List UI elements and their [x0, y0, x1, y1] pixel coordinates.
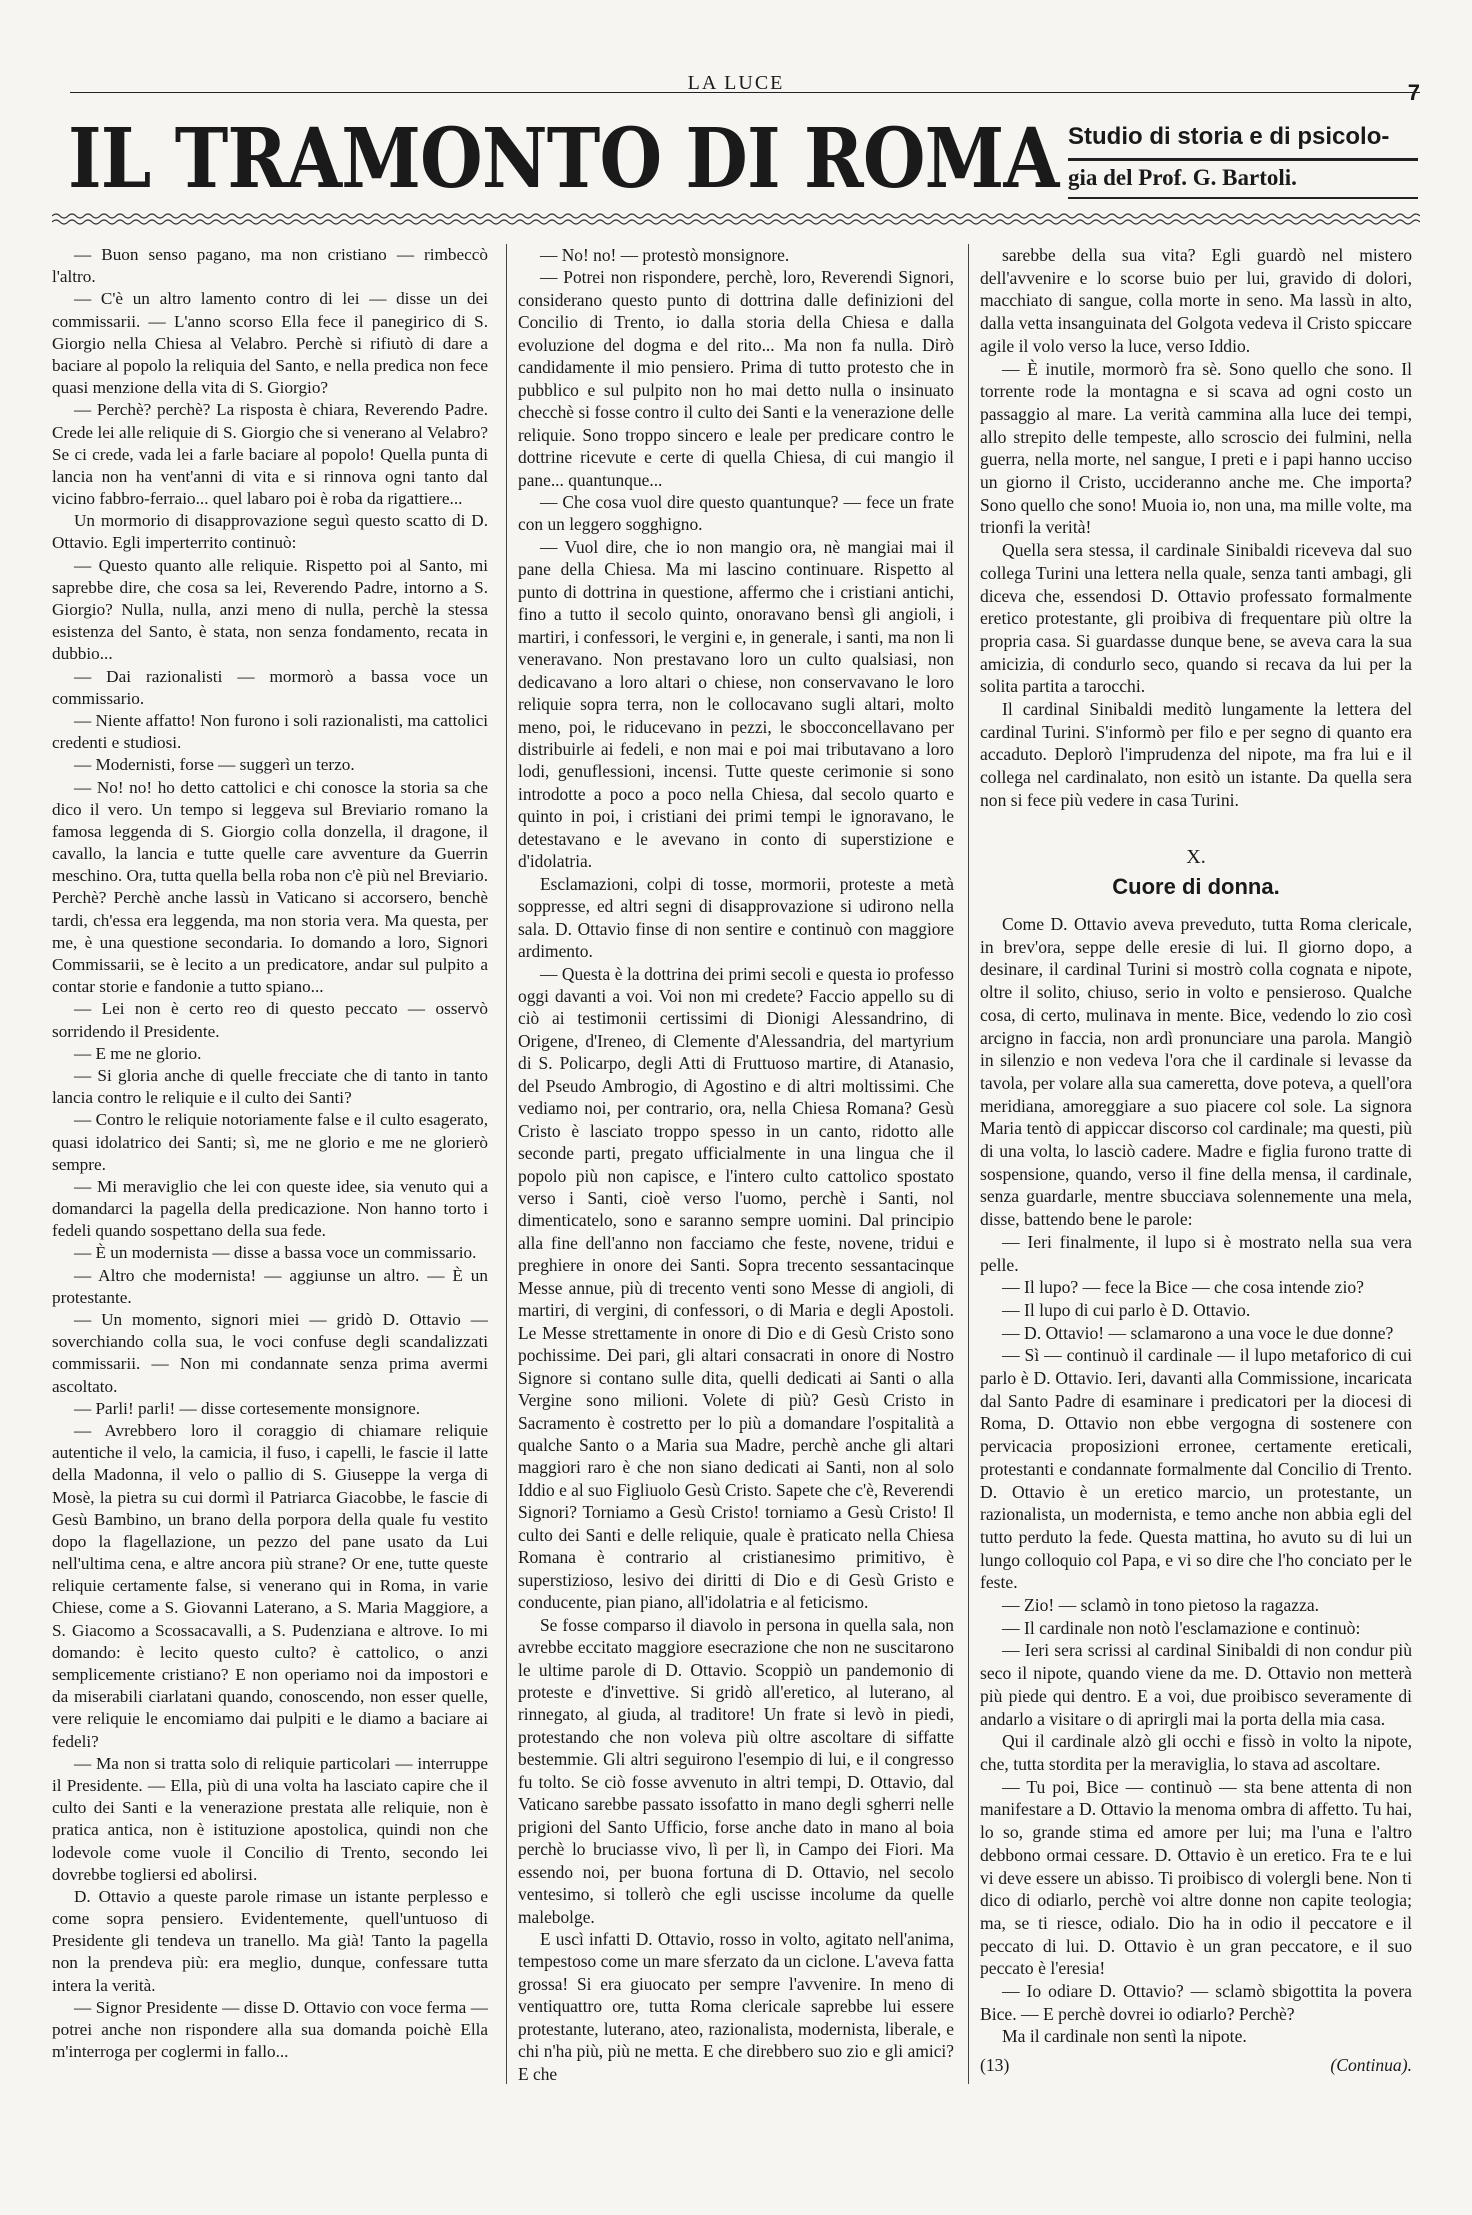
paragraph: — Parli! parli! — disse cortesemente monsignore.	[74, 1398, 421, 1418]
page-number: 7	[1407, 80, 1420, 105]
paragraph: Come D. Ottavio aveva preveduto, tutta Roma clericale, in brev'ora, seppe delle eresie di lui. Il giorno dopo, a desinare, il cardinal Turini si mostrò colla cognata e nipote, oltre il solito, chiuso, serio in volto e pensieroso. Qualche cosa, di certo, mulinava in mente. Bice, vedendo lo zio così arcigno in faccia, non ardì pronunciare una parola. Mangiò in silenzio e non vedeva l'ora che il cardinale si levasse da tavola, per volare alla sua cameretta, dove poteva, a quell'ora meridiana, amoreggiare a suo piacere col sole. La signora Maria tentò di appiccar discorso col cardinale; ma questi, più di una volta, lo lasciò cadere. Madre e figlia furono tratte di sospensione, quando, verso il fine della mensa, il cardinale, senza guardarle, mentre sbucciava solennemente una mela, disse, battendo bene le parole:	[980, 913, 1412, 1230]
paragraph: — Altro che modernista! — aggiunse un altro. — È un protestante.	[52, 1265, 488, 1307]
paragraph: — Il cardinale non notò l'esclamazione e continuò:	[1002, 1617, 1361, 1638]
subtitle-line-2: gia del Prof. G. Bartoli.	[1068, 165, 1297, 190]
paragraph: — Niente affatto! Non furono i soli razionalisti, ma cattolici credenti e studiosi.	[52, 710, 488, 753]
paragraph: — Io odiare D. Ottavio? — sclamò sbigottita la povera Bice. — E perchè dovrei io odiarlo? Perchè?	[980, 1981, 1412, 2024]
paragraph: D. Ottavio a queste parole rimase un istante perplesso e come sopra pensiero. Evidentemente, quell'untuoso di Presidente gli tendeva un tranello. Ma già! Tanto la pagella non la prendeva più: era meglio, dunque, confessare tutta intera la verità.	[52, 1886, 488, 1995]
subtitle-rule	[1068, 197, 1418, 199]
paragraph: — Ieri finalmente, il lupo si è mostrato nella sua vera pelle.	[980, 1231, 1412, 1275]
paragraph: Se fosse comparso il diavolo in persona in quella sala, non avrebbe eccitato maggiore esecrazione che non ne suscitarono le ultime parole di D. Ottavio. Scoppiò un pandemonio di proteste e d'invettive. Si gridò all'eretico, al luterano, al rinnegato, al giuda, al traditore! Un frate si levò in piedi, protestando che non voleva più oltre ascoltare di siffatte bestemmie. Gli altri seguirono l'esempio di lui, e il congresso fu tolto. Se ciò fosse avvenuto in altri tempi, D. Ottavio, dal Vaticano sarebbe passato issofatto in mano degli sgherri nelle prigioni del Santo Ufficio, forse anche dato in mano al boia perchè lo bruciasse vivo, lì per lì, in Campo dei Fiori. Ma essendo noi, per buona fortuna di D. Ottavio, nel secolo ventesimo, si tollerò che egli uscisse incolume da quelle malebolge.	[518, 1614, 954, 1927]
paragraph: — È un modernista — disse a bassa voce un commissario.	[74, 1243, 477, 1263]
paragraph: — È inutile, mormorò fra sè. Sono quello che sono. Il torrente rode la montagna e si scava ad ogni costo un passaggio al mare. La verità cammina alla luce dei tempi, allo strepito delle tempeste, allo scroscio dei fulmini, nella guerra, nella morte, nel sangue, I preti e i papi hanno ucciso un giorno il Cristo, uccideranno anche me. Che importa? Sono quello che sono! Muoia io, non una, ma mille volte, ma trionfi la verità!	[980, 358, 1412, 538]
header-rule	[70, 92, 1420, 93]
paragraph: — No! no! — protestò monsignore.	[540, 245, 790, 265]
paragraph: — Mi meraviglio che lei con queste idee, sia venuto qui a domandarci la pagella della predicazione. Non hanno torto i fedeli quando sospettano della sua fede.	[52, 1176, 488, 1241]
paragraph: Il cardinal Sinibaldi meditò lungamente la lettera del cardinal Turini. S'informò per filo e per segno di quanto era accaduto. Deplorò l'imprudenza del nipote, ma fra lui e il collega nel cardinalato, non esitò un istante. Da quella sera non si fece più vedere in casa Turini.	[980, 699, 1412, 810]
paragraph: — Signor Presidente — disse D. Ottavio con voce ferma — potrei anche non rispondere alla sua domanda poichè Ella m'interroga per coglermi in fallo...	[52, 1997, 488, 2062]
paragraph: Un mormorio di disapprovazione seguì questo scatto di D. Ottavio. Egli imperterrito continuò:	[52, 511, 488, 553]
installment-number: (13)	[980, 2055, 1010, 2076]
paragraph: — Questo quanto alle reliquie. Rispetto poi al Santo, mi saprebbe dire, che cosa sa lei, Reverendo Padre, intorno a S. Giorgio? Nulla, nulla, anzi meno di nulla, perchè la stessa esistenza del Santo, è stata, non senza fondamento, recata in dubbio...	[52, 555, 488, 664]
paragraph: — Avrebbero loro il coraggio di chiamare reliquie autentiche il velo, la camicia, il fuso, i capelli, le fascie il latte della Madonna, il velo o pallio di S. Giuseppe la verga di Mosè, la pietra su cui dormì il Patriarca Giacobbe, le fascie di Gesù Bambino, un brano della porpora della quale fu vestito dopo la flagellazione, un pezzo del pane usato da Lui nell'ultima cena, e altre ancora più strane? Or ene, tutte queste reliquie certamente false, si venerano qui in Roma, in varie Chiese, come a S. Giovanni Laterano, a S. Maria Maggiore, a S. Giacomo a Scossacavalli, a S. Pudenziana e altrove. Io mi domando: è lecito questo culto? è cattolico, o anzi semplicemente cristiano? E non operiamo noi da impostori e da miserabili ciarlatani quando, conoscendo, non esser quelle, vere reliquie le encomiamo dai pulpiti e le diamo a baciare ai fedeli?	[52, 1420, 488, 1751]
paragraph: — Vuol dire, che io non mangio ora, nè mangiai mai il pane della Chiesa. Ma mi lascino continuare. Rispetto al punto di dottrina in questione, affermo che i cristiani antichi, fino a tutto il secolo quinto, onoravano bensì gli angioli, i martiri, i confessori, le vergini e, in generale, i santi, ma non li veneravano. Non prestavano loro un culto qualsiasi, non dedicavano a loro altari o chiese, non conservavano le loro reliquie sopra terra, non le collocavano sugli altari, molto meno, poi, le riducevano in pezzi, le sbocconcellavano per distribuirle ai fedeli, e non mai e poi mai tributavano a loro lodi, genuflessioni, incensi. Tutte queste cerimonie si sono introdotte a poco a poco nella Chiesa, dal secolo quarto e quinto in poi, i cristiani dei primi tempi le ignoravano, le detestavano e le avevano in conto di superstizione e d'idolatria.	[518, 536, 954, 872]
paragraph: — Contro le reliquie notoriamente false e il culto esagerato, quasi idolatrico dei Santi; sì, me ne glorio e me ne glorierò sempre.	[52, 1110, 488, 1174]
paragraph: — Modernisti, forse — suggerì un terzo.	[74, 755, 355, 775]
column-rule	[506, 244, 507, 2084]
paragraph: E uscì infatti D. Ottavio, rosso in volto, agitato nell'anima, tempestoso come un mare sferzato da un ciclone. L'aveva fatta grossa! Si era giuocato per sempre l'avvenire. In meno di ventiquattro ore, tutta Roma clericale saprebbe lui essere protestante, luterano, ateo, razionalista, modernista, liberale, e chi n'ha più, più ne metta. E che direbbero suo zio e gli amici? E che	[518, 1928, 954, 2084]
paragraph: — Buon senso pagano, ma non cristiano — rimbeccò l'altro.	[52, 245, 488, 287]
paragraph: Ma il cardinale non sentì la nipote.	[1002, 2026, 1247, 2047]
paragraph: — Potrei non rispondere, perchè, loro, Reverendi Signori, considerano questo punto di dottrina dalle definizioni del Concilio di Trento, io dalla storia della Chiesa e dalla evoluzione del dogma e del rito... Ma non fa nulla. Dirò candidamente il mio pensiero. Prima di tutto protesto che in pubblico e sul pulpito non ho mai detto nulla o insinuato checchè si fosse contro il culto dei Santi e la venerazione delle reliquie. Sono troppo sincero e leale per predicare contro le dottrine ricevute e certe di quella Chiesa, di cui mangio il pane... quantunque...	[518, 267, 954, 490]
paragraph: — Zio! — sclamò in tono pietoso la ragazza.	[1002, 1595, 1320, 1616]
column-2	[518, 244, 954, 2094]
paragraph: Quella sera stessa, il cardinale Sinibaldi riceveva dal suo collega Turini una lettera nella quale, senza tanti ambagi, gli diceva che, essendosi D. Ottavio professato formalmente eretico protestante, gli proibiva di frequentare più oltre la propria casa. Si guardasse dunque bene, se aveva cara la sua amicizia, di condurlo seco, quando si recava da lui per la solita partita a tarocchi.	[980, 540, 1412, 697]
paragraph: — Questa è la dottrina dei primi secoli e questa io professo oggi davanti a voi. Voi non mi credete? Faccio appello su di ciò ai testimonii certissimi di Dionigi Alessandrino, di Origene, d'Ireneo, di Clemente d'Alessandria, del martyrium di S. Policarpo, degli Atti di Fruttuoso martire, di Atanasio, del Pseudo Ambrogio, di Agostino e di altri moltissimi. Che vediamo noi, per contrario, ora, nella Chiesa Romana? Gesù Cristo è lasciato troppo spesso in un canto, ridotto alle seconde parti, pregato ufficialmente in una lingua che il popolo più non capisce, e l'intero culto cattolico spostato verso i Santi, cioè verso l'uomo, perchè i Santi, nol dimenticatelo, sono e saranno sempre uomini. Dal principio alla fine dell'anno non facciamo che feste, novene, tridui e preghiere in onore dei Santi. Sopra trecento sessantacinque Messe annue, più di trecento venti sono Messe di angioli, di martiri, di vergini, di confessori, o di Maria e degli Apostoli. Le Messe strettamente in onore di Dio e di Gesù Cristo sono pochissime. Dei pari, gli altari consacrati in onore di Nostro Signore si contano sulle dita, quelli dedicati ai Santi o alla Vergine sono milioni. Volete di più? Gesù Cristo in Sacramento è costretto per lo più a domandare l'ospitalità a qualche Santo o a Maria sua Madre, perchè anche gli altari maggiori raro è che non siano dedicati ai Santi, non al solo Iddio e al suo Figliuolo Gesù Cristo. Sapete che c'è, Reverendi Signori? Torniamo a Gesù Cristo! torniamo a Gesù Cristo! Il culto dei Santi e delle reliquie, quale è praticato nella Chiesa Romana è contrario al cristianesimo primitivo, è superstizioso, lesivo dei diritti di Dio e di Gesù Gristo e conducente, pian piano, all'idolatria e al feticismo.	[518, 963, 954, 1613]
paragraph: — Un momento, signori miei — gridò D. Ottavio — soverchiando colla sua, le voci confuse degli scandalizzati commissarii. — Non mi condannate senza prima avermi ascoltato.	[52, 1310, 488, 1396]
paragraph: Esclamazioni, colpi di tosse, mormorii, proteste a metà soppresse, ed altri segni di disapprovazione si udirono nella sala. D. Ottavio finse di non sentire e continuò con maggiore ardimento.	[518, 873, 954, 962]
paragraph: — Il lupo? — fece la Bice — che cosa intende zio?	[1002, 1277, 1364, 1298]
paragraph: — Tu poi, Bice — continuò — sta bene attenta di non manifestare a D. Ottavio la menoma ombra di affetto. Tu hai, lo so, grande stima ed amore per lui; ma l'una e l'altro debbono ormai cessare. D. Ottavio è un eretico. Fra te e lui vi deve essere un abisso. Ti proibisco di volergli bene. Non ti dico di odiarlo, perchè voi altre donne non capite teologia; ma, se ti riesce, odialo. Dio ha in odio il peccatore e il peccato di lui. D. Ottavio è un gran peccatore, e il suo peccato è l'eresia!	[980, 1776, 1412, 1979]
paragraph: — Si gloria anche di quelle frecciate che di tanto in tanto lancia contro le reliquie e il culto dei Santi?	[52, 1065, 488, 1108]
paragraph: — Ma non si tratta solo di reliquie particolari — interruppe il Presidente. — Ella, più di una volta ha lasciato capire che il culto dei Santi e la venerazione prestata alle reliquie, non è pratica antica, non è istituzione apostolica, quindi non che lodevole come vuole il Concilio di Trento, secondo lei dovrebbe togliersi ed abolirsi.	[52, 1753, 488, 1884]
paragraph: — C'è un altro lamento contro di lei — disse un dei commissarii. — L'anno scorso Ella fece il panegirico di S. Giorgio nella Chiesa al Velabro. Perchè si rifiutò di dare a baciare al popolo la reliquia del Santo, e nella predica non fece quasi menzione della vita di S. Giorgio?	[52, 289, 488, 398]
paragraph: — Il lupo di cui parlo è D. Ottavio.	[1002, 1299, 1251, 1320]
paragraph: — Ieri sera scrissi al cardinal Sinibaldi di non condur più seco il nipote, quando viene da me. D. Ottavio non metterà più piede qui dentro. E a voi, due proibisco severamente di andarlo a visitare o di aprirgli mai la porta della mia casa.	[980, 1640, 1412, 1729]
paragraph: — D. Ottavio! — sclamarono a una voce le due donne?	[1002, 1322, 1394, 1343]
paragraph: — Che cosa vuol dire questo quantunque? — fece un frate con un leggero sogghigno.	[518, 491, 954, 535]
column-1	[52, 244, 488, 2094]
subtitle-line-1: Studio di storia e di psicolo-	[1068, 122, 1418, 161]
title-divider	[52, 212, 1420, 226]
column-rule	[968, 244, 969, 2084]
article-footer	[980, 2054, 1412, 2077]
article-title: IL TRAMONTO DI ROMA	[68, 111, 1059, 207]
paragraph: — Perchè? perchè? La risposta è chiara, Reverendo Padre. Crede lei alle reliquie di S. Giorgio che si venerano al Velabro? Se ci crede, vada lei a farle baciare al popolo! Quella punta di lancia non ha vent'anni di vita e si rinnova ogni tanto dal vicino fabbro-ferraio... quel labaro poi è roba da rigattiere...	[52, 400, 488, 509]
paragraph: — Lei non è certo reo di questo peccato — osservò sorridendo il Presidente.	[52, 999, 488, 1041]
paragraph: — Dai razionalisti — mormorò a bassa voce un commissario.	[52, 666, 488, 708]
paragraph: — No! no! ho detto cattolici e chi conosce la storia sa che dico il vero. Un tempo si leggeva sul Breviario romano la famosa leggenda di S. Giorgio colla donzella, il dragone, il cavallo, la lancia e tutte quelle care avventure da Guerrin meschino. Ora, tutta quella bella roba non c'è più nel Breviario. Perchè? Perchè anche lassù in Vaticano si accorsero, benchè tardi, ch'essa era leggenda, ma non storia vera. Ma questa, per me, è una questione secondaria. Io domando a loro, Signori Commissarii, se è lecito a un predicatore, andar sul pulpito a contar storie e fandonie a tutto spiano...	[52, 777, 488, 997]
running-head: LA LUCE	[687, 72, 785, 94]
continued-label: (Continua).	[1330, 2055, 1412, 2076]
paragraph: — E me ne glorio.	[74, 1043, 202, 1063]
chapter-title: Cuore di donna.	[1112, 874, 1280, 900]
article-subtitle	[1068, 122, 1418, 199]
paragraph: — Sì — continuò il cardinale — il lupo metaforico di cui parlo è D. Ottavio. Ieri, davanti alla Commissione, incaricata dal Santo Padre di esaminare i predicatori per la diocesi di Roma, D. Ottavio non ebbe vergogna di sostenere con pervicacia proposizioni erronee, certamente ereticali, protestanti e condannate formalmente dal Concilio di Trento. D. Ottavio è un eretico marcio, un protestante, un razionalista, un modernista, e temo anche non abbia egli del tutto perduto la fede. Questa mattina, ho avuto su di lui un lungo colloquio col Papa, e vi so dire che l'ho conciato per le feste.	[980, 1345, 1412, 1593]
paragraph: Qui il cardinale alzò gli occhi e fissò in volto la nipote, che, tutta stordita per la meraviglia, lo stava ad ascoltare.	[980, 1731, 1412, 1774]
paragraph: sarebbe della sua vita? Egli guardò nel mistero dell'avvenire e lo scorse buio per lui, gravido di dolori, macchiato di sangue, colla morte in seno. Ma lassù in alto, dalla vetta insanguinata del Golgota vedeva il Cristo spiccare agile il volo verso la luce, verso Iddio.	[980, 245, 1412, 356]
chapter-number: X.	[1186, 845, 1206, 868]
column-3	[980, 244, 1412, 2094]
